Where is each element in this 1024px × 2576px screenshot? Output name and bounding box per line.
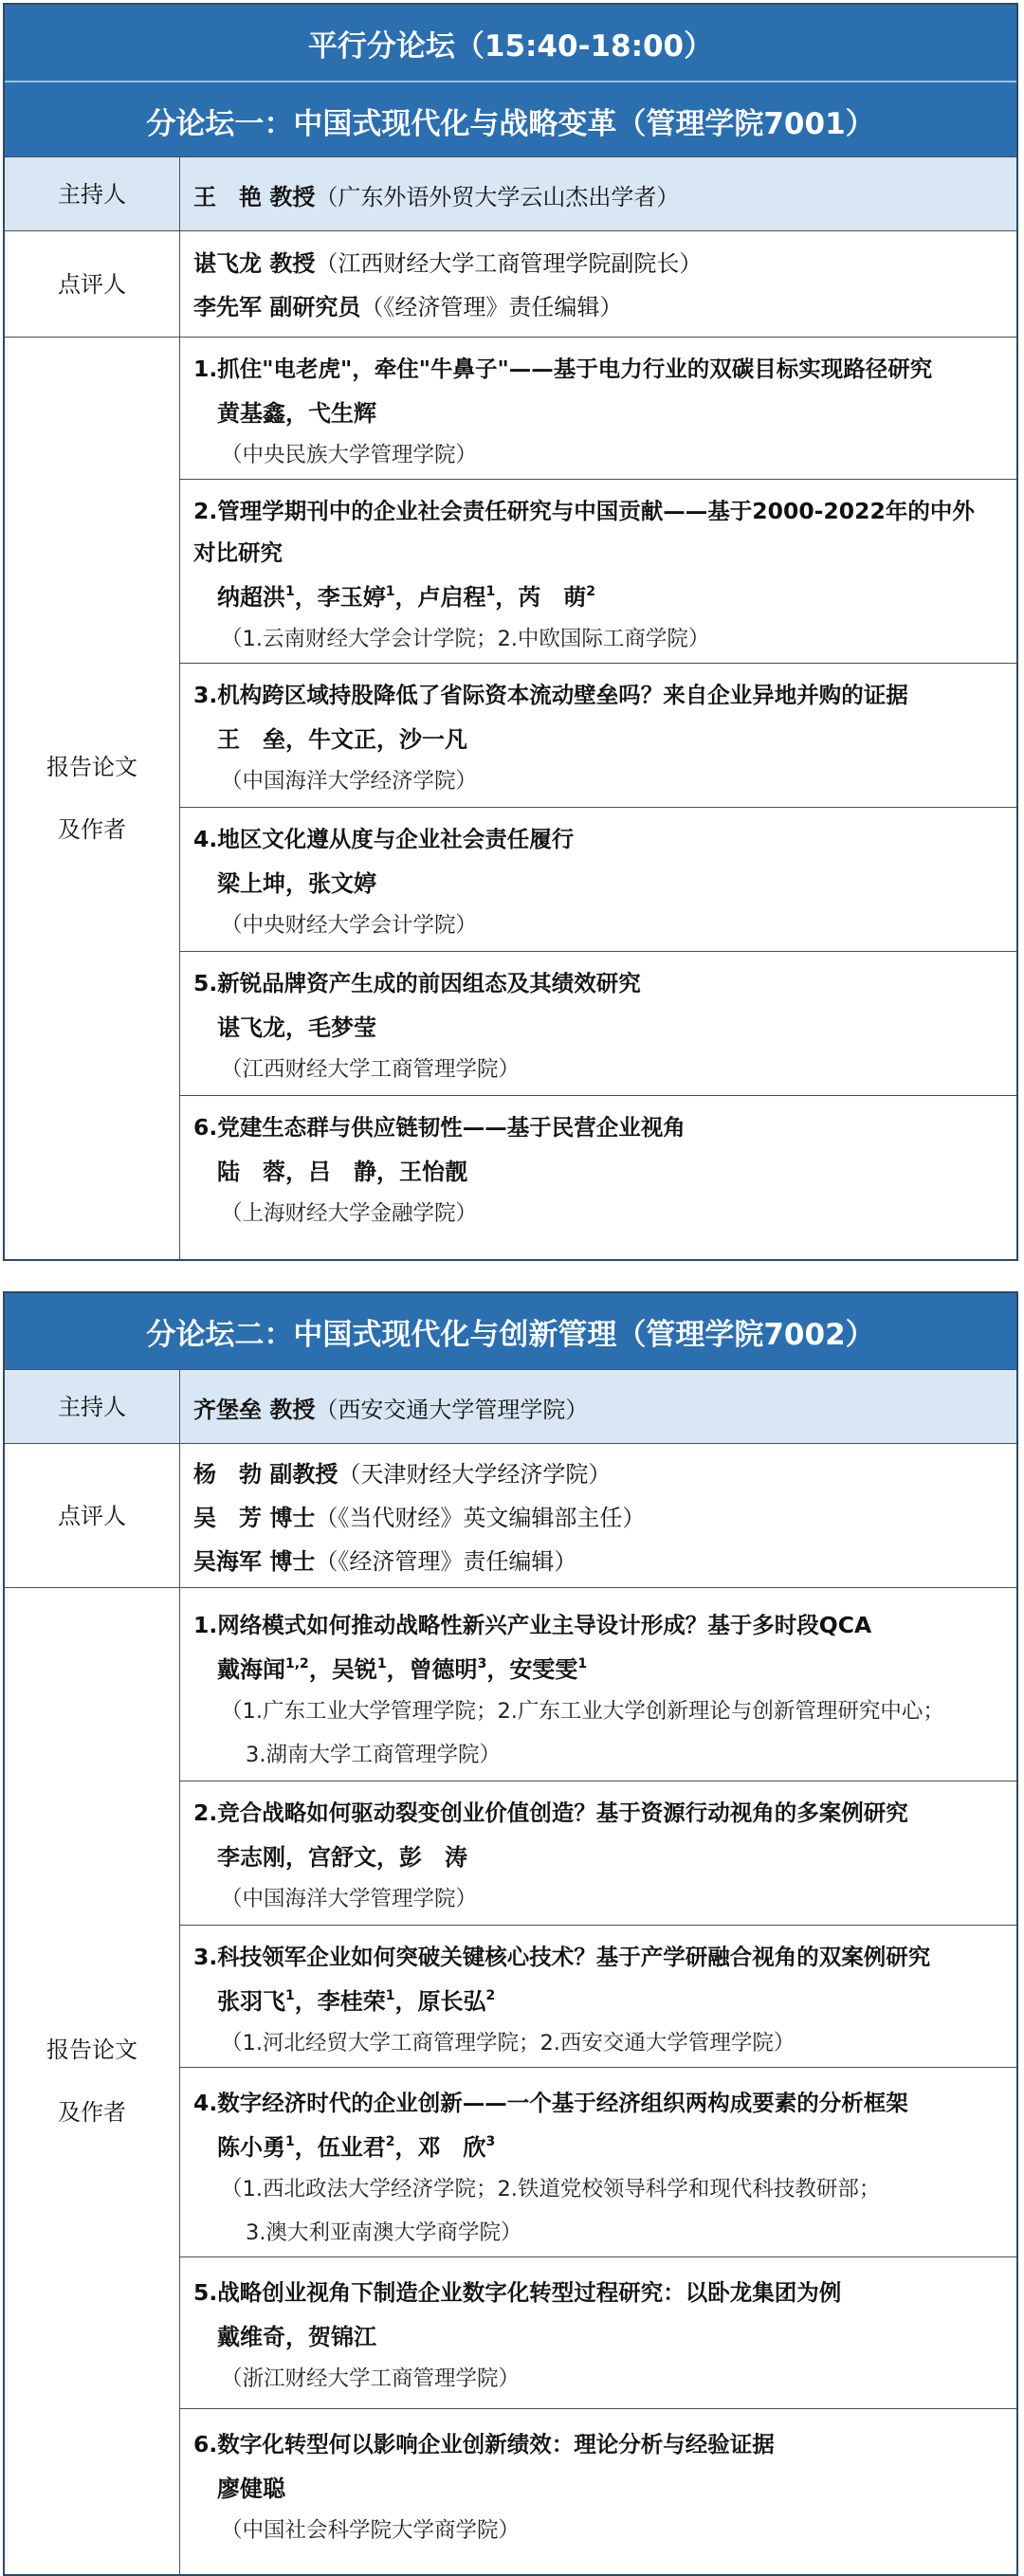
- paper-item: [179, 1926, 1016, 2068]
- paper-title: 4.地区文化遵从度与企业社会责任履行: [193, 826, 575, 852]
- session-title: 平行分论坛（15:40-18:00）: [307, 28, 714, 64]
- paper-affiliation: （上海财经大学金融学院）: [221, 1201, 478, 1226]
- paper-authors: 纳超洪$^1$，李玉婷$^1$，卢启程$^1$，芮 萌$^2$: [217, 584, 595, 611]
- paper-affiliation: （中央民族大学管理学院）: [221, 443, 478, 467]
- paper-item: [179, 480, 1016, 664]
- reviewer-entry: 杨 勃 副教授（天津财经大学经济学院）: [193, 1461, 612, 1488]
- forum-two-table: [3, 1291, 1018, 2576]
- host-entry: [193, 1391, 588, 1424]
- paper-item: [179, 2257, 1016, 2409]
- paper-item: [179, 1781, 1016, 1926]
- paper-item: [179, 808, 1016, 952]
- paper-authors: 张羽飞$^1$，李桂荣$^1$，原长弘$^2$: [217, 1988, 496, 2015]
- host-affiliation: （西安交通大学管理学院）: [315, 1397, 589, 1423]
- reviewer-label: 点评人: [5, 1444, 180, 1587]
- paper-authors: 王 垒，牛文正，沙一凡: [217, 726, 467, 753]
- paper-affiliation-continued: 3.湖南大学工商管理学院）: [246, 1743, 501, 1767]
- paper-affiliation: （1.云南财经大学会计学院；2.中欧国际工商学院）: [221, 627, 710, 651]
- host-row: [5, 156, 1016, 230]
- paper-authors: 戴维奇，贺锦江: [217, 2324, 376, 2350]
- paper-title: 6.数字化转型何以影响企业创新绩效：理论分析与经验证据: [193, 2431, 775, 2457]
- forum-title-bar: [5, 1293, 1016, 1369]
- paper-authors: 廖健聪: [217, 2476, 285, 2502]
- reviewer-entry: 吴 芳 博士（《当代财经》英文编辑部主任）: [193, 1505, 646, 1531]
- paper-affiliation: （中央财经大学会计学院）: [221, 913, 478, 938]
- reviewer-entry: 李先军 副研究员（《经济管理》责任编辑）: [193, 294, 623, 320]
- reviewer-entry: 谌飞龙 教授（江西财经大学工商管理学院副院长）: [193, 250, 703, 277]
- host-name: 齐堡垒: [193, 1397, 262, 1423]
- paper-affiliation: （中国社会科学院大学商学院）: [221, 2518, 521, 2543]
- paper-affiliation: （1.广东工业大学管理学院；2.广东工业大学创新理论与创新管理研究中心；: [221, 1699, 944, 1724]
- paper-authors: 陈小勇$^1$，伍业君$^2$，邓 欣$^3$: [217, 2134, 496, 2161]
- paper-title: 2.管理学期刊中的企业社会责任研究与中国贡献——基于2000-2022年的中外: [193, 498, 975, 524]
- forum-title: 分论坛一：中国式现代化与战略变革（管理学院7001）: [146, 106, 875, 141]
- paper-title: 3.科技领军企业如何突破关键核心技术？基于产学研融合视角的双案例研究: [193, 1944, 931, 1970]
- paper-affiliation: （江西财经大学工商管理学院）: [221, 1057, 521, 1082]
- paper-authors: 黄基鑫，弋生辉: [217, 400, 376, 427]
- paper-item: [179, 1588, 1016, 1781]
- forum-one-table: [3, 3, 1018, 1261]
- papers-label: 报告论文 及作者: [5, 1588, 180, 2574]
- paper-title: 2.竞合战略如何驱动裂变创业价值创造？基于资源行动视角的多案例研究: [193, 1800, 908, 1826]
- host-row: [5, 1369, 1016, 1443]
- paper-title-continued: 对比研究: [193, 539, 283, 566]
- paper-title: 6.党建生态群与供应链韧性——基于民营企业视角: [193, 1114, 686, 1141]
- host-role: 教授: [269, 1397, 316, 1423]
- reviewer-row: [5, 1443, 1016, 1587]
- host-role: 教授: [269, 184, 316, 210]
- session-header: [5, 5, 1016, 81]
- papers-row: [5, 337, 1016, 1259]
- paper-title: 1.抓住"电老虎"，牵住"牛鼻子"——基于电力行业的双碳目标实现路径研究: [193, 356, 933, 382]
- reviewer-entry: 吴海军 博士（《经济管理》责任编辑）: [193, 1548, 577, 1575]
- reviewer-label: 点评人: [5, 231, 180, 337]
- paper-affiliation-continued: 3.澳大利亚南澳大学商学院）: [246, 2220, 522, 2245]
- forum-title: 分论坛二：中国式现代化与创新管理（管理学院7002）: [146, 1317, 875, 1352]
- paper-authors: 李志刚，宫舒文，彭 涛: [217, 1844, 467, 1871]
- paper-affiliation: （中国海洋大学经济学院）: [221, 769, 478, 794]
- paper-title: 3.机构跨区域持股降低了省际资本流动壁垒吗？来自企业异地并购的证据: [193, 682, 908, 708]
- paper-item: [179, 2068, 1016, 2257]
- papers-label: 报告论文 及作者: [5, 338, 180, 1259]
- paper-authors: 谌飞龙，毛梦莹: [217, 1014, 376, 1041]
- paper-item: [179, 2409, 1016, 2574]
- paper-affiliation: （1.河北经贸大学工商管理学院；2.西安交通大学管理学院）: [221, 2031, 795, 2055]
- paper-title: 5.战略创业视角下制造企业数字化转型过程研究：以卧龙集团为例: [193, 2279, 842, 2306]
- host-name: 王 艳: [193, 184, 262, 210]
- paper-affiliation: （中国海洋大学管理学院）: [221, 1887, 478, 1911]
- reviewer-row: [5, 230, 1016, 337]
- paper-item: [179, 952, 1016, 1096]
- paper-authors: 戴海闻$^{1,2}$，吴锐$^1$，曾德明$^3$，安雯雯$^1$: [217, 1656, 588, 1683]
- paper-affiliation: （浙江财经大学工商管理学院）: [221, 2366, 521, 2391]
- paper-item: [179, 338, 1016, 480]
- paper-affiliation: （1.西北政法大学经济学院；2.铁道党校领导科学和现代科技教研部；: [221, 2177, 881, 2201]
- host-entry: [193, 178, 679, 211]
- host-label: 主持人: [5, 1370, 180, 1443]
- paper-title: 4.数字经济时代的企业创新——一个基于经济组织两构成要素的分析框架: [193, 2090, 908, 2116]
- forum-title-bar: [5, 81, 1016, 158]
- paper-title: 1.网络模式如何推动战略性新兴产业主导设计形成？基于多时段QCA: [193, 1612, 872, 1638]
- host-affiliation: （广东外语外贸大学云山杰出学者）: [315, 184, 680, 210]
- paper-authors: 陆 蓉，吕 静，王怡靓: [217, 1159, 467, 1185]
- paper-item: [179, 664, 1016, 808]
- papers-row: [5, 1587, 1016, 2574]
- paper-authors: 梁上坤，张文婷: [217, 870, 376, 897]
- host-label: 主持人: [5, 157, 180, 230]
- paper-item: [179, 1096, 1016, 1259]
- paper-title: 5.新锐品牌资产生成的前因组态及其绩效研究: [193, 970, 641, 996]
